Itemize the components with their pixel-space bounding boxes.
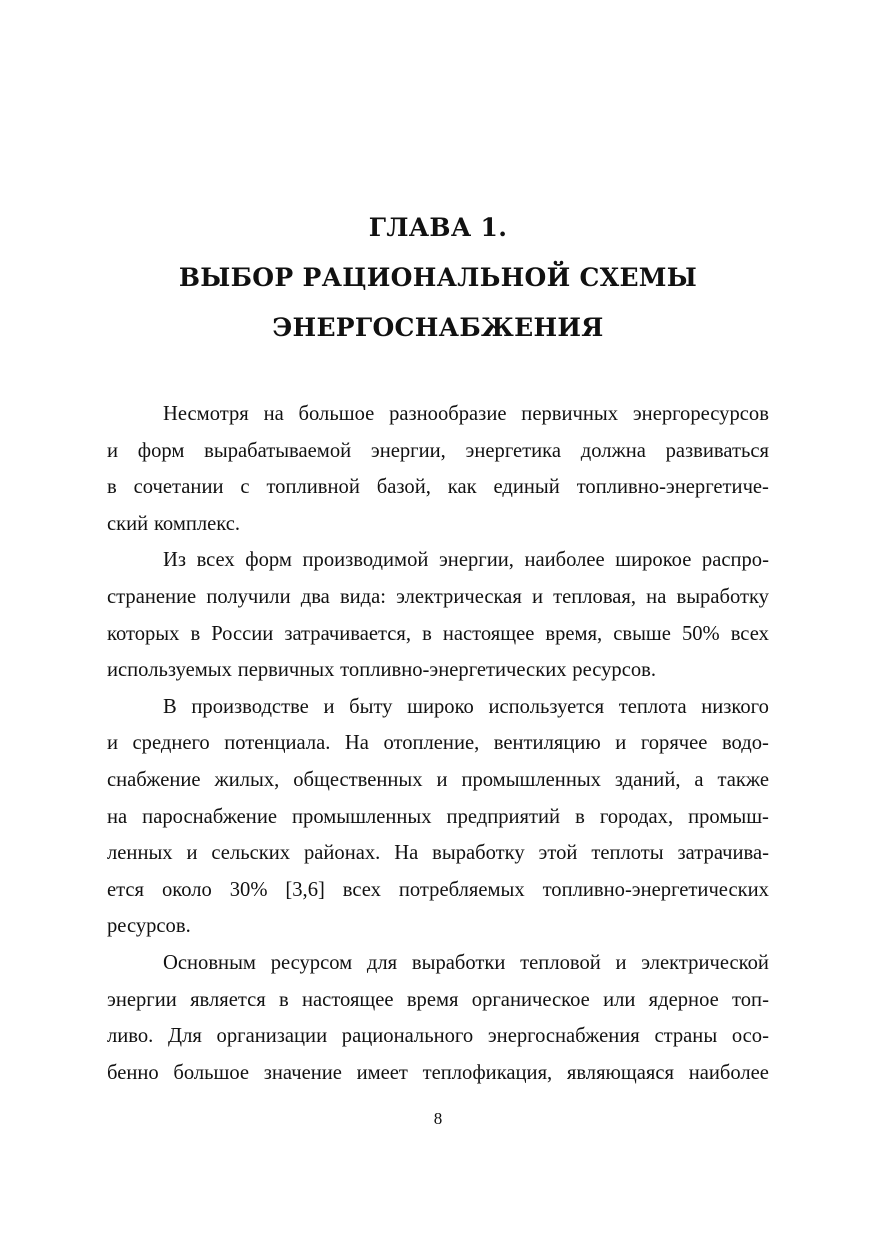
text-line: ресурсов.: [107, 915, 191, 938]
text-line: и среднего потенциала. На отопление, вентиляцию и горячее водо-: [107, 732, 769, 755]
body-text: [107, 396, 769, 1091]
page-number: 8: [433, 1109, 443, 1128]
paragraph: [107, 689, 769, 945]
text-line: Основным ресурсом для выработки тепловой и электрической: [163, 951, 769, 974]
text-line: Несмотря на большое разнообразие первичных энергоресурсов: [163, 403, 769, 425]
chapter-title-line-1: ВЫБОР РАЦИОНАЛЬНОЙ СХЕМЫ: [178, 263, 698, 292]
text-line: энергии является в настоящее время органическое или ядерное топ-: [107, 988, 769, 1011]
text-line: в сочетании с топливной базой, как единый топливно-энергетиче-: [107, 476, 769, 499]
text-line: на пароснабжение промышленных предприятий в городах, промыш-: [107, 805, 769, 828]
text-line: странение получили два вида: электрическая и тепловая, на выработку: [107, 585, 769, 608]
paragraph: [107, 396, 769, 542]
paragraph: [107, 945, 769, 1091]
text-line: В производстве и быту широко используется теплота низкого: [163, 695, 769, 718]
text-line: ливо. Для организации рационального энергоснабжения страны осо-: [107, 1025, 769, 1048]
chapter-title-line-2: ЭНЕРГОСНАБЖЕНИЯ: [272, 313, 604, 342]
text-line: ленных и сельских районах. На выработку этой теплоты затрачива-: [107, 842, 769, 865]
text-line: ский комплекс.: [107, 512, 241, 535]
chapter-number: ГЛАВА 1.: [368, 213, 508, 242]
text-line: бенно большое значение имеет теплофикация, являющаяся наиболее: [107, 1061, 769, 1084]
text-line: используемых первичных топливно-энергетических ресурсов.: [107, 659, 657, 682]
text-line: ется около 30% [3,6] всех потребляемых топливно-энергетических: [107, 878, 769, 901]
paragraph: [107, 542, 769, 688]
text-line: и форм вырабатываемой энергии, энергетика должна развиваться: [107, 439, 769, 462]
text-line: Из всех форм производимой энергии, наиболее широкое распро-: [163, 549, 769, 572]
text-line: которых в России затрачивается, в настоящее время, свыше 50% всех: [107, 622, 769, 645]
text-line: снабжение жилых, общественных и промышленных зданий, а также: [107, 768, 769, 791]
